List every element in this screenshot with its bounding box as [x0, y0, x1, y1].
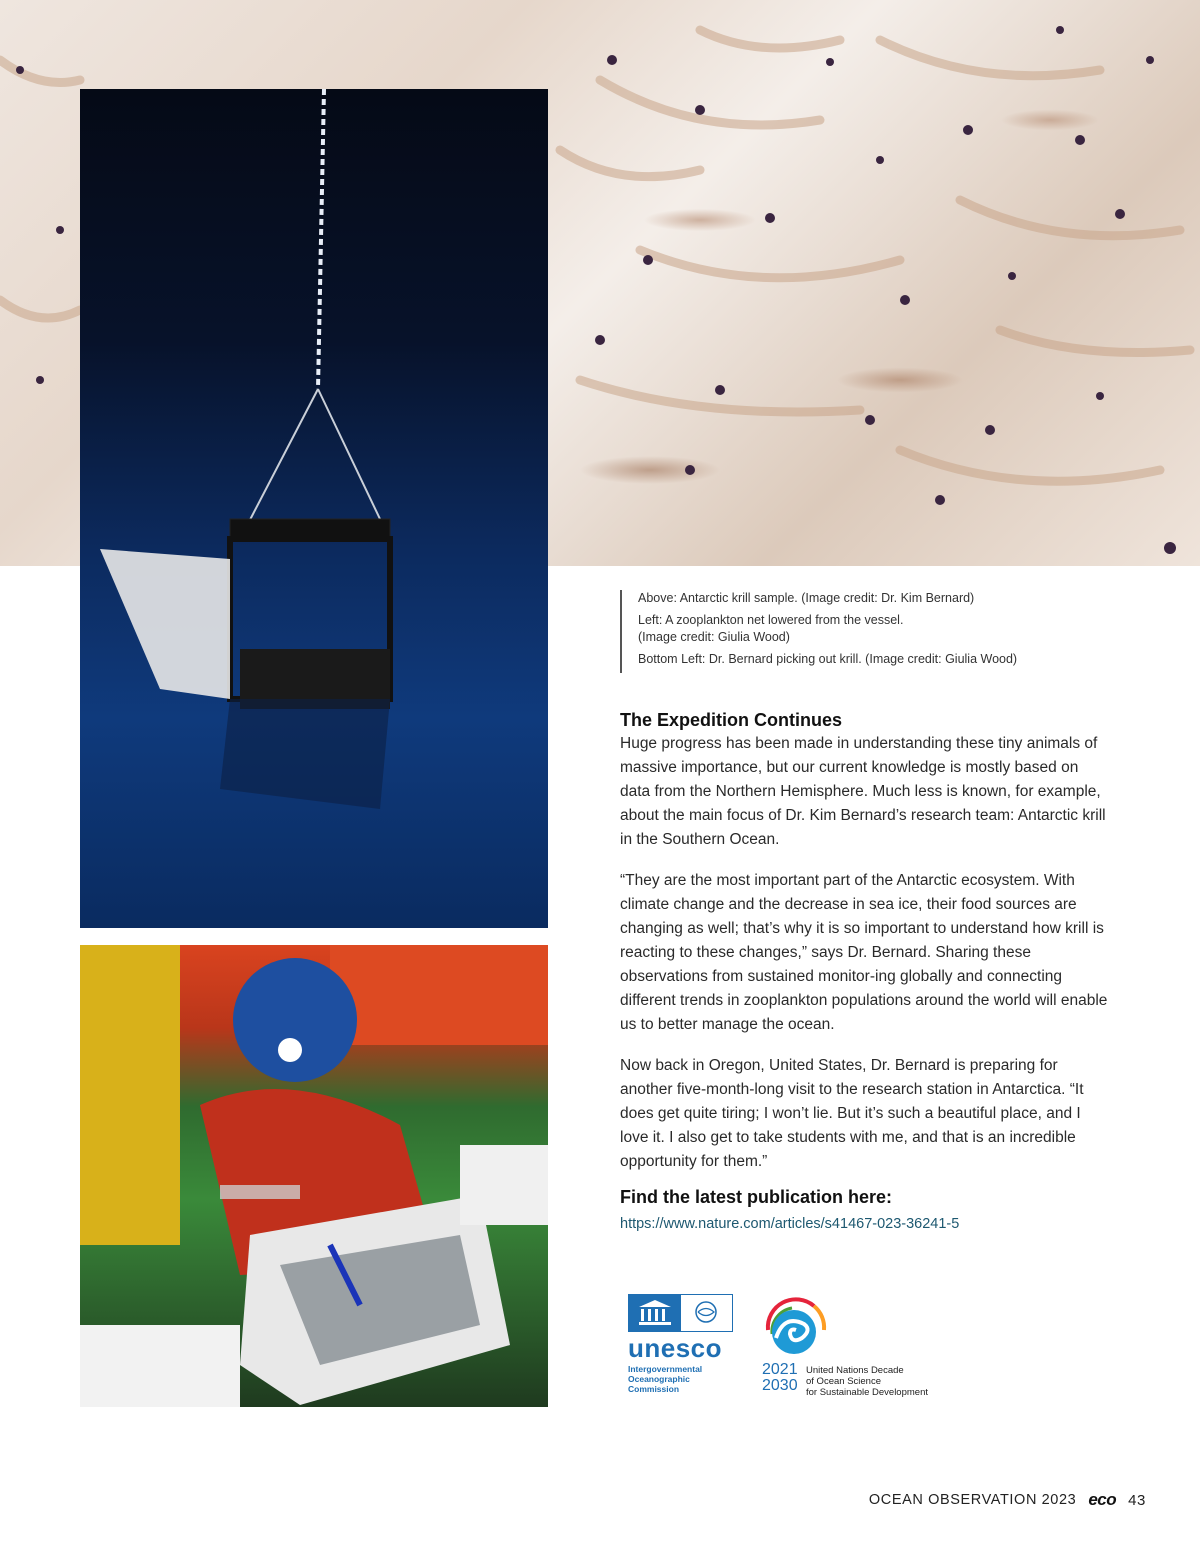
publication-link[interactable]: https://www.nature.com/articles/s41467-023-36241-5: [620, 1216, 960, 1232]
bernard-picking-krill-photo: [80, 945, 548, 1407]
ioc-emblem-icon: [681, 1295, 732, 1331]
ioc-subtitle: [628, 1364, 738, 1394]
paragraph-3: Now back in Oregon, United States, Dr. Bernard is preparing for another five-month-long visit to the research station in Antarctica. “It does get quite tiring; I won’t lie. But it’s such a beautiful place, and I love it. I also get to take students with me, and that is an incredible opportunity for them.”: [620, 1057, 1084, 1170]
eco-logo: eco: [1088, 1490, 1117, 1509]
publication-name: OCEAN OBSERVATION 2023: [868, 1492, 1077, 1508]
publication-heading: Find the latest publication here:: [620, 1187, 893, 1207]
ioc-line-1: Intergovernmental: [628, 1364, 703, 1374]
temple-icon: [629, 1295, 681, 1331]
unesco-wordmark: unesco: [628, 1333, 723, 1363]
ioc-line-2: Oceanographic: [628, 1374, 690, 1384]
unesco-emblem: [628, 1294, 733, 1332]
decade-line-2: of Ocean Science: [806, 1376, 881, 1387]
article-body: [620, 708, 1112, 1235]
page-number: 43: [1128, 1491, 1146, 1509]
paragraph-1: Huge progress has been made in understanding these tiny animals of massive importance, but our current knowledge is mostly based on data from the Northern Hemisphere. Much less is known, for example, about the main focus of Dr. Kim Bernard’s research team: Antarctic krill in the Southern Ocean.: [620, 735, 1106, 848]
ioc-line-3: Commission: [628, 1384, 680, 1394]
caption-left: Left: A zooplankton net lowered from the vessel. (Image credit: Giulia Wood): [638, 613, 904, 644]
zooplankton-net-photo: [80, 89, 548, 928]
paragraph-2: “They are the most important part of the Antarctic ecosystem. With climate change and the decrease in sea ice, their food sources are changing as well; that’s why it is so important to understand how krill is reacting to these changes,” says Dr. Bernard. Sharing these observations from sustained monitor-ing globally and connecting different trends in zooplankton populations around the world will enable us to better manage the ocean.: [620, 872, 1108, 1033]
page-footer: [869, 1490, 1146, 1510]
decade-line-3: for Sustainable Development: [806, 1387, 928, 1398]
caption-bottom-left: Bottom Left: Dr. Bernard picking out krill. (Image credit: Giulia Wood): [638, 652, 1018, 666]
decade-year-start: 2021: [762, 1361, 798, 1378]
decade-years: [762, 1362, 798, 1394]
ocean-decade-logo: [762, 1294, 962, 1399]
decade-title: [806, 1365, 928, 1398]
ocean-decade-wave-icon: [762, 1294, 832, 1360]
decade-year-end: 2030: [762, 1377, 798, 1394]
caption-above: Above: Antarctic krill sample. (Image credit: Dr. Kim Bernard): [638, 591, 975, 605]
decade-line-1: United Nations Decade: [806, 1365, 904, 1376]
photo-captions: [620, 590, 1108, 673]
section-heading: The Expedition Continues: [620, 710, 843, 730]
unesco-ioc-logo: [628, 1294, 738, 1399]
